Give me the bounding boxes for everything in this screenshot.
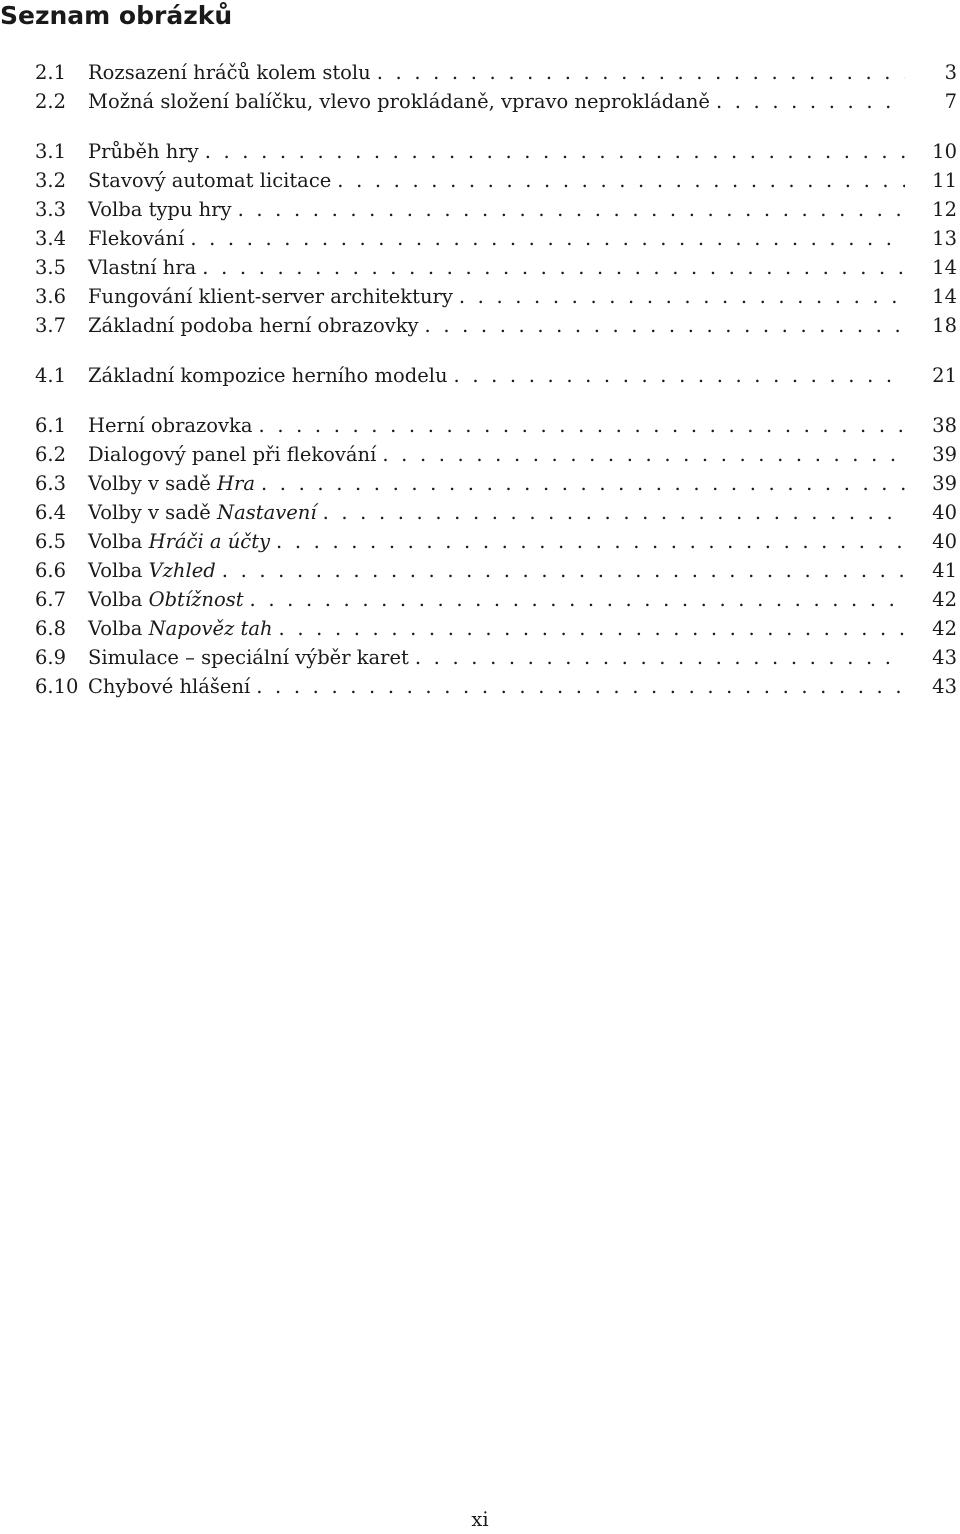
figure-title	[88, 556, 222, 585]
page-ref: 39	[932, 472, 957, 495]
dot-leader	[377, 58, 905, 87]
dot-leader	[259, 411, 905, 440]
figure-entry[interactable]	[35, 614, 960, 643]
dot-leader	[256, 672, 905, 701]
page-ref: 42	[932, 617, 957, 640]
figure-number: 6.10	[35, 675, 79, 698]
page-ref: 43	[932, 675, 957, 698]
page-ref: 3	[944, 61, 957, 84]
figure-title-text: Volba	[88, 617, 149, 640]
page-number: xi	[471, 1508, 489, 1531]
figure-number: 4.1	[35, 364, 67, 387]
figure-entry[interactable]	[35, 643, 960, 672]
figure-title-text: Flekování	[88, 227, 185, 250]
figure-entry[interactable]	[35, 58, 960, 87]
list-of-figures	[35, 58, 960, 722]
figure-number: 3.3	[35, 198, 67, 221]
figure-entry[interactable]	[35, 282, 960, 311]
figure-number: 2.2	[35, 90, 67, 113]
figure-title-emphasis: Napověz tah	[148, 617, 273, 640]
figure-title-text: Průběh hry	[88, 140, 199, 163]
dot-leader	[276, 527, 905, 556]
dot-leader	[454, 361, 905, 390]
figure-number: 6.1	[35, 414, 67, 437]
figure-entry[interactable]	[35, 87, 960, 116]
figure-title-text: Volby v sadě	[88, 501, 218, 524]
figure-entry[interactable]	[35, 411, 960, 440]
figure-title-text: Fungování klient-server architektury	[88, 285, 453, 308]
figure-title-emphasis: Hráči a účty	[148, 530, 271, 553]
dot-leader	[337, 166, 905, 195]
dot-leader	[261, 469, 905, 498]
figure-group	[35, 137, 960, 340]
figure-title	[88, 253, 202, 282]
dot-leader	[716, 87, 905, 116]
figure-title	[88, 361, 454, 390]
figure-title-emphasis: Vzhled	[148, 559, 216, 582]
figure-entry[interactable]	[35, 253, 960, 282]
figure-entry[interactable]	[35, 556, 960, 585]
page-ref: 7	[944, 90, 957, 113]
figure-title	[88, 527, 276, 556]
figure-entry[interactable]	[35, 195, 960, 224]
figure-entry[interactable]	[35, 166, 960, 195]
page-ref: 10	[932, 140, 957, 163]
page-ref: 13	[932, 227, 957, 250]
figure-title	[88, 282, 459, 311]
page-ref: 14	[932, 256, 957, 279]
figure-number: 6.6	[35, 559, 67, 582]
figure-title	[88, 137, 205, 166]
figure-title-text: Stavový automat licitace	[88, 169, 332, 192]
figure-title-text: Vlastní hra	[88, 256, 197, 279]
figure-number: 3.6	[35, 285, 67, 308]
figure-entry[interactable]	[35, 137, 960, 166]
figure-group	[35, 411, 960, 701]
page-ref: 14	[932, 285, 957, 308]
figure-title-text: Volby v sadě	[88, 472, 218, 495]
page-ref: 18	[932, 314, 957, 337]
figure-number: 3.1	[35, 140, 67, 163]
dot-leader	[202, 253, 905, 282]
dot-leader	[279, 614, 905, 643]
figure-group	[35, 58, 960, 116]
figure-title	[88, 585, 250, 614]
figure-number: 6.7	[35, 588, 67, 611]
figure-title-text: Základní kompozice herního modelu	[88, 364, 448, 387]
figure-title-text: Volba	[88, 559, 149, 582]
page-ref: 41	[932, 559, 957, 582]
page-ref: 42	[932, 588, 957, 611]
dot-leader	[323, 498, 905, 527]
figure-title-text: Základní podoba herní obrazovky	[88, 314, 419, 337]
figure-entry[interactable]	[35, 311, 960, 340]
figure-title-text: Chybové hlášení	[88, 675, 251, 698]
figure-number: 3.7	[35, 314, 67, 337]
figure-entry[interactable]	[35, 498, 960, 527]
figure-entry[interactable]	[35, 672, 960, 701]
page-ref: 11	[932, 169, 957, 192]
page-ref: 38	[932, 414, 957, 437]
figure-entry[interactable]	[35, 585, 960, 614]
dot-leader	[250, 585, 905, 614]
figure-number: 6.5	[35, 530, 67, 553]
figure-entry[interactable]	[35, 527, 960, 556]
figure-title-text: Volba	[88, 530, 149, 553]
dot-leader	[222, 556, 905, 585]
figure-title	[88, 643, 415, 672]
figure-title-text: Možná složení balíčku, vlevo prokládaně, vpravo neprokládaně	[88, 90, 710, 113]
figure-title-text: Volba	[88, 588, 149, 611]
figure-title	[88, 498, 323, 527]
figure-title	[88, 614, 279, 643]
figure-group	[35, 361, 960, 390]
figure-title	[88, 411, 259, 440]
figure-title	[88, 87, 716, 116]
figure-title-emphasis: Obtížnost	[148, 588, 244, 611]
figure-title	[88, 311, 425, 340]
figure-title	[88, 195, 238, 224]
figure-number: 6.2	[35, 443, 67, 466]
figure-entry[interactable]	[35, 469, 960, 498]
figure-title	[88, 166, 337, 195]
figure-title	[88, 469, 261, 498]
figure-title-text: Volba typu hry	[88, 198, 232, 221]
figure-entry[interactable]	[35, 361, 960, 390]
dot-leader	[238, 195, 905, 224]
page-ref: 12	[932, 198, 957, 221]
figure-title	[88, 672, 256, 701]
figure-title-text: Herní obrazovka	[88, 414, 253, 437]
figure-title-text: Rozsazení hráčů kolem stolu	[88, 61, 371, 84]
figure-entry[interactable]	[35, 440, 960, 469]
figure-number: 6.8	[35, 617, 67, 640]
dot-leader	[415, 643, 905, 672]
figure-number: 6.4	[35, 501, 67, 524]
page-title: Seznam obrázků	[0, 1, 233, 30]
figure-title-text: Dialogový panel při flekování	[88, 443, 377, 466]
page-ref: 40	[932, 530, 957, 553]
figure-title-emphasis: Nastavení	[217, 501, 317, 524]
dot-leader	[205, 137, 905, 166]
figure-title-emphasis: Hra	[217, 472, 255, 495]
figure-number: 6.3	[35, 472, 67, 495]
figure-number: 3.5	[35, 256, 67, 279]
figure-entry[interactable]	[35, 224, 960, 253]
page-ref: 40	[932, 501, 957, 524]
dot-leader	[425, 311, 905, 340]
page-ref: 43	[932, 646, 957, 669]
figure-number: 6.9	[35, 646, 67, 669]
figure-number: 3.2	[35, 169, 67, 192]
figure-number: 3.4	[35, 227, 67, 250]
page-ref: 21	[932, 364, 957, 387]
dot-leader	[459, 282, 905, 311]
figure-title	[88, 224, 190, 253]
page-ref: 39	[932, 443, 957, 466]
dot-leader	[190, 224, 905, 253]
figure-title-text: Simulace – speciální výběr karet	[88, 646, 409, 669]
figure-title	[88, 58, 377, 87]
figure-title	[88, 440, 382, 469]
figure-number: 2.1	[35, 61, 67, 84]
dot-leader	[382, 440, 905, 469]
